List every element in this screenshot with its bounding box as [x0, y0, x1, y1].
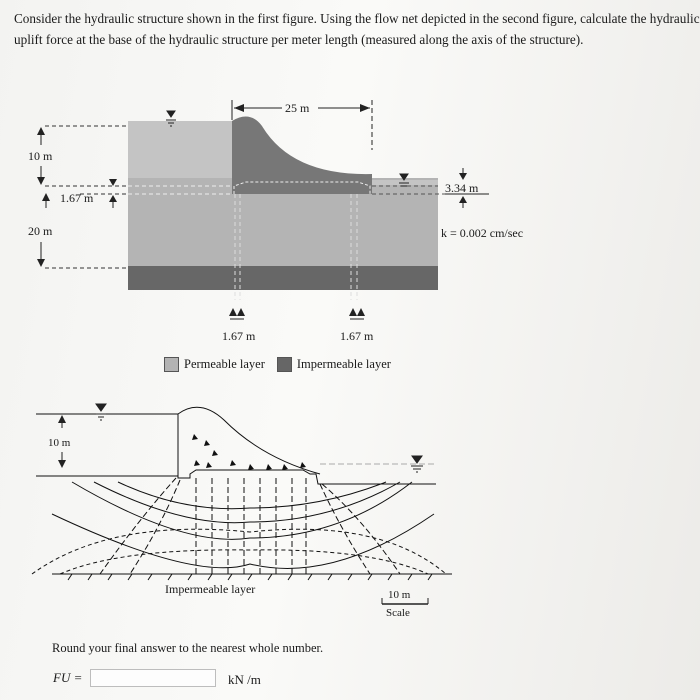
impermeable-swatch [277, 357, 292, 372]
legend-impermeable: Impermeable layer [296, 357, 391, 371]
embed-label: 1.67 m [60, 191, 94, 205]
headwater [128, 121, 232, 178]
impermeable-label: Impermeable layer [165, 582, 256, 596]
flownet-head-label: 10 m [48, 437, 71, 449]
problem-statement: Consider the hydraulic structure shown in the first figure. Using the flow net depicted in the second figure, calculate the hydraulic uplift force at the base of the hydraulic structure per meter length (measured along the axis of the structure). [14, 11, 700, 47]
scale-label: Scale [386, 607, 410, 619]
flow-net-figure [0, 398, 700, 623]
legend-permeable: Permeable layer [184, 357, 265, 371]
legend [164, 357, 391, 372]
aggregate-marks [192, 434, 306, 470]
impermeable-layer [128, 266, 438, 290]
answer-label: FU = [53, 670, 83, 685]
answer-unit: kN /m [228, 672, 261, 687]
sheet-right-label: 1.67 m [340, 329, 374, 343]
head-label: 10 m [28, 149, 53, 163]
tail-depth-label: 3.34 m [445, 181, 479, 195]
uplift-force-input[interactable] [90, 669, 216, 687]
headwater-level-icon [96, 404, 106, 420]
structure-figure [0, 90, 700, 355]
rounding-instruction: Round your final answer to the nearest whole number. [52, 641, 324, 655]
permeable-swatch [164, 357, 179, 372]
sheet-left-label: 1.67 m [222, 329, 256, 343]
k-label: k = 0.002 cm/sec [441, 226, 524, 240]
layer-label: 20 m [28, 224, 53, 238]
top-width-label: 25 m [285, 101, 310, 115]
scale-value: 10 m [388, 589, 411, 601]
